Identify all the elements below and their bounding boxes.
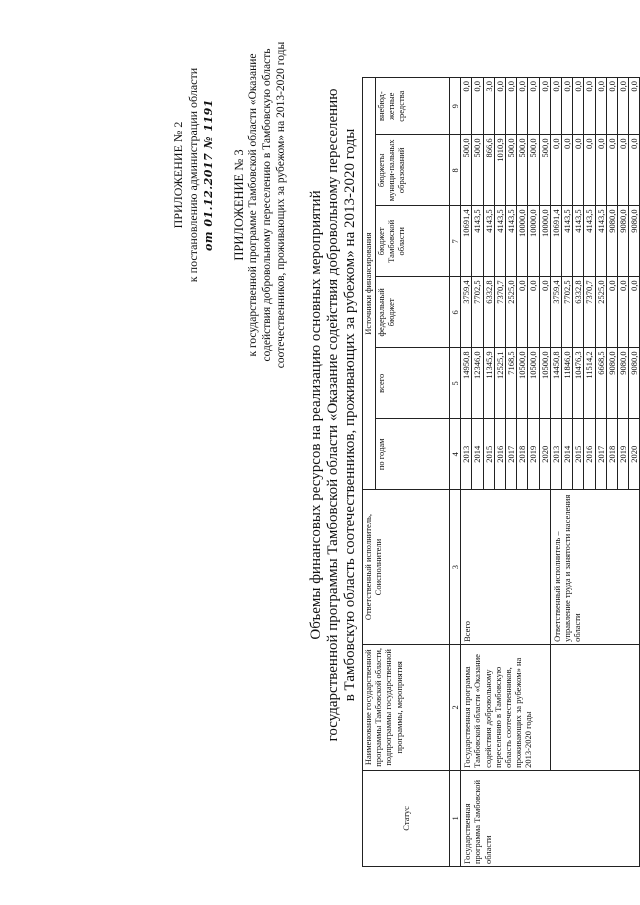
extrabudget-cell: 0,0 <box>472 78 483 135</box>
regional-cell: 10691,4 <box>461 206 472 277</box>
regional-cell: 9080,0 <box>629 206 640 277</box>
column-index-row <box>450 78 461 867</box>
total-cell: 12525,1 <box>494 348 505 419</box>
federal-cell: 0,0 <box>517 277 528 348</box>
extrabudget-cell: 0,0 <box>618 78 629 135</box>
total-cell: 11345,9 <box>483 348 494 419</box>
year-cell: 2018 <box>606 419 617 490</box>
title-line: государственной программы Тамбовской области «Оказание содействия добровольному переселению <box>325 88 341 742</box>
header-sources: Источники финансирования <box>363 78 376 490</box>
total-cell: 9080,0 <box>606 348 617 419</box>
year-cell: 2013 <box>550 419 561 490</box>
executor-cell: Всего <box>461 490 551 645</box>
year-cell: 2020 <box>629 419 640 490</box>
status-cell: Государственная программа Тамбовской области <box>461 770 640 866</box>
regional-cell: 4143,5 <box>506 206 517 277</box>
program-name-cell <box>550 644 640 770</box>
extrabudget-cell: 0,0 <box>629 78 640 135</box>
total-cell: 10500,0 <box>539 348 550 419</box>
title-line: Объемы финансовых ресурсов на реализацию основных мероприятий <box>308 190 324 640</box>
federal-cell: 7370,7 <box>584 277 595 348</box>
municipal-cell: 1010,9 <box>494 135 505 206</box>
extrabudget-cell: 0,0 <box>517 78 528 135</box>
appendix-2-block <box>171 50 216 300</box>
table-row <box>550 78 561 867</box>
municipal-cell: 0,0 <box>562 135 573 206</box>
header-federal: федеральный бюджет <box>376 277 450 348</box>
regional-cell: 9080,0 <box>618 206 629 277</box>
year-cell: 2020 <box>539 419 550 490</box>
year-cell: 2016 <box>494 419 505 490</box>
municipal-cell: 500,0 <box>461 135 472 206</box>
municipal-cell: 0,0 <box>595 135 606 206</box>
total-cell: 14950,8 <box>461 348 472 419</box>
total-cell: 10500,0 <box>517 348 528 419</box>
extrabudget-cell: 0,0 <box>584 78 595 135</box>
year-cell: 2015 <box>573 419 584 490</box>
regional-cell: 4143,5 <box>472 206 483 277</box>
municipal-cell: 500,0 <box>472 135 483 206</box>
regional-cell: 4143,5 <box>494 206 505 277</box>
total-cell: 11514,2 <box>584 348 595 419</box>
municipal-cell: 0,0 <box>550 135 561 206</box>
federal-cell: 0,0 <box>539 277 550 348</box>
federal-cell: 0,0 <box>606 277 617 348</box>
column-index: 1 <box>450 770 461 866</box>
total-cell: 11846,0 <box>562 348 573 419</box>
extrabudget-cell: 0,0 <box>539 78 550 135</box>
header-name: Наименование государственной программы Тамбовской области, подпрограммы государственной программы, мероприятия <box>363 644 450 770</box>
header-regional: бюджет Тамбовской области <box>376 206 450 277</box>
column-index: 4 <box>450 419 461 490</box>
total-cell: 14450,8 <box>550 348 561 419</box>
total-cell: 9080,0 <box>629 348 640 419</box>
federal-cell: 2525,0 <box>595 277 606 348</box>
column-index: 8 <box>450 135 461 206</box>
appendix-3-line: к государственной программе Тамбовской области «Оказание <box>247 53 259 357</box>
municipal-cell: 500,0 <box>517 135 528 206</box>
appendix-3-line: содействия добровольному переселению в Тамбовскую область <box>261 48 273 362</box>
municipal-cell: 500,0 <box>506 135 517 206</box>
appendix-3-block <box>232 25 288 385</box>
federal-cell: 0,0 <box>618 277 629 348</box>
year-cell: 2015 <box>483 419 494 490</box>
federal-cell: 7702,5 <box>472 277 483 348</box>
year-cell: 2014 <box>562 419 573 490</box>
header-total: всего <box>376 348 450 419</box>
appendix-3-line: соотечественников, проживающих за рубежом» на 2013-2020 годы <box>275 41 287 369</box>
regional-cell: 4143,5 <box>483 206 494 277</box>
federal-cell: 7370,7 <box>494 277 505 348</box>
header-status: Статус <box>363 770 450 866</box>
municipal-cell: 0,0 <box>629 135 640 206</box>
total-cell: 6668,5 <box>595 348 606 419</box>
funding-table <box>362 77 640 867</box>
federal-cell: 6332,8 <box>483 277 494 348</box>
municipal-cell: 0,0 <box>606 135 617 206</box>
year-cell: 2014 <box>472 419 483 490</box>
year-cell: 2013 <box>461 419 472 490</box>
federal-cell: 3759,4 <box>550 277 561 348</box>
extrabudget-cell: 3,0 <box>483 78 494 135</box>
header-year: по годам <box>376 419 450 490</box>
appendix-2-title: ПРИЛОЖЕНИЕ № 2 <box>171 121 185 229</box>
regional-cell: 4143,5 <box>595 206 606 277</box>
column-index: 2 <box>450 644 461 770</box>
extrabudget-cell: 0,0 <box>506 78 517 135</box>
column-index: 7 <box>450 206 461 277</box>
total-cell: 12346,0 <box>472 348 483 419</box>
federal-cell: 2525,0 <box>506 277 517 348</box>
document-title <box>308 35 359 795</box>
year-cell: 2017 <box>595 419 606 490</box>
federal-cell: 6332,8 <box>573 277 584 348</box>
total-cell: 9080,0 <box>618 348 629 419</box>
table-header <box>363 78 461 867</box>
regional-cell: 4143,5 <box>584 206 595 277</box>
column-index: 6 <box>450 277 461 348</box>
total-cell: 10500,0 <box>528 348 539 419</box>
executor-cell: Ответственный исполнитель – управление труда и занятости населения области <box>550 490 640 645</box>
year-cell: 2018 <box>517 419 528 490</box>
year-cell: 2016 <box>584 419 595 490</box>
total-cell: 10476,3 <box>573 348 584 419</box>
municipal-cell: 0,0 <box>584 135 595 206</box>
appendix-2-date-number: от 01.12.2017 № 1191 <box>202 99 215 251</box>
header-executor: Ответственный исполнитель, Соисполнители <box>363 490 450 645</box>
municipal-cell: 866,6 <box>483 135 494 206</box>
table-body <box>461 78 640 867</box>
total-cell: 7168,5 <box>506 348 517 419</box>
regional-cell: 10000,0 <box>528 206 539 277</box>
program-name-cell: Государственная программа Тамбовской области «Оказание содействия добровольному переселению в Тамбовскую область соотечественников, проживающих за рубежом» на 2013-2020 годы <box>461 644 551 770</box>
regional-cell: 10000,0 <box>539 206 550 277</box>
regional-cell: 4143,5 <box>573 206 584 277</box>
municipal-cell: 0,0 <box>618 135 629 206</box>
header-extrabudget: внебюд-жетные средства <box>376 78 450 135</box>
regional-cell: 4143,5 <box>562 206 573 277</box>
title-line: в Тамбовскую область соотечественников, проживающих за рубежом» на 2013-2020 годы <box>342 128 358 702</box>
extrabudget-cell: 0,0 <box>461 78 472 135</box>
year-cell: 2019 <box>528 419 539 490</box>
municipal-cell: 500,0 <box>528 135 539 206</box>
extrabudget-cell: 0,0 <box>606 78 617 135</box>
municipal-cell: 500,0 <box>539 135 550 206</box>
extrabudget-cell: 0,0 <box>528 78 539 135</box>
header-municipal: бюджеты муници-пальных образований <box>376 135 450 206</box>
appendix-3-title: ПРИЛОЖЕНИЕ № 3 <box>232 149 246 261</box>
municipal-cell: 0,0 <box>573 135 584 206</box>
extrabudget-cell: 0,0 <box>562 78 573 135</box>
extrabudget-cell: 0,0 <box>573 78 584 135</box>
extrabudget-cell: 0,0 <box>494 78 505 135</box>
federal-cell: 7702,5 <box>562 277 573 348</box>
regional-cell: 9080,0 <box>606 206 617 277</box>
regional-cell: 10691,4 <box>550 206 561 277</box>
federal-cell: 0,0 <box>629 277 640 348</box>
table-row <box>461 78 472 867</box>
federal-cell: 0,0 <box>528 277 539 348</box>
extrabudget-cell: 0,0 <box>595 78 606 135</box>
year-cell: 2019 <box>618 419 629 490</box>
column-index: 5 <box>450 348 461 419</box>
year-cell: 2017 <box>506 419 517 490</box>
federal-cell: 3759,4 <box>461 277 472 348</box>
column-index: 9 <box>450 78 461 135</box>
column-index: 3 <box>450 490 461 645</box>
extrabudget-cell: 0,0 <box>550 78 561 135</box>
regional-cell: 10000,0 <box>517 206 528 277</box>
appendix-2-subtitle: к постановлению администрации области <box>186 67 200 283</box>
